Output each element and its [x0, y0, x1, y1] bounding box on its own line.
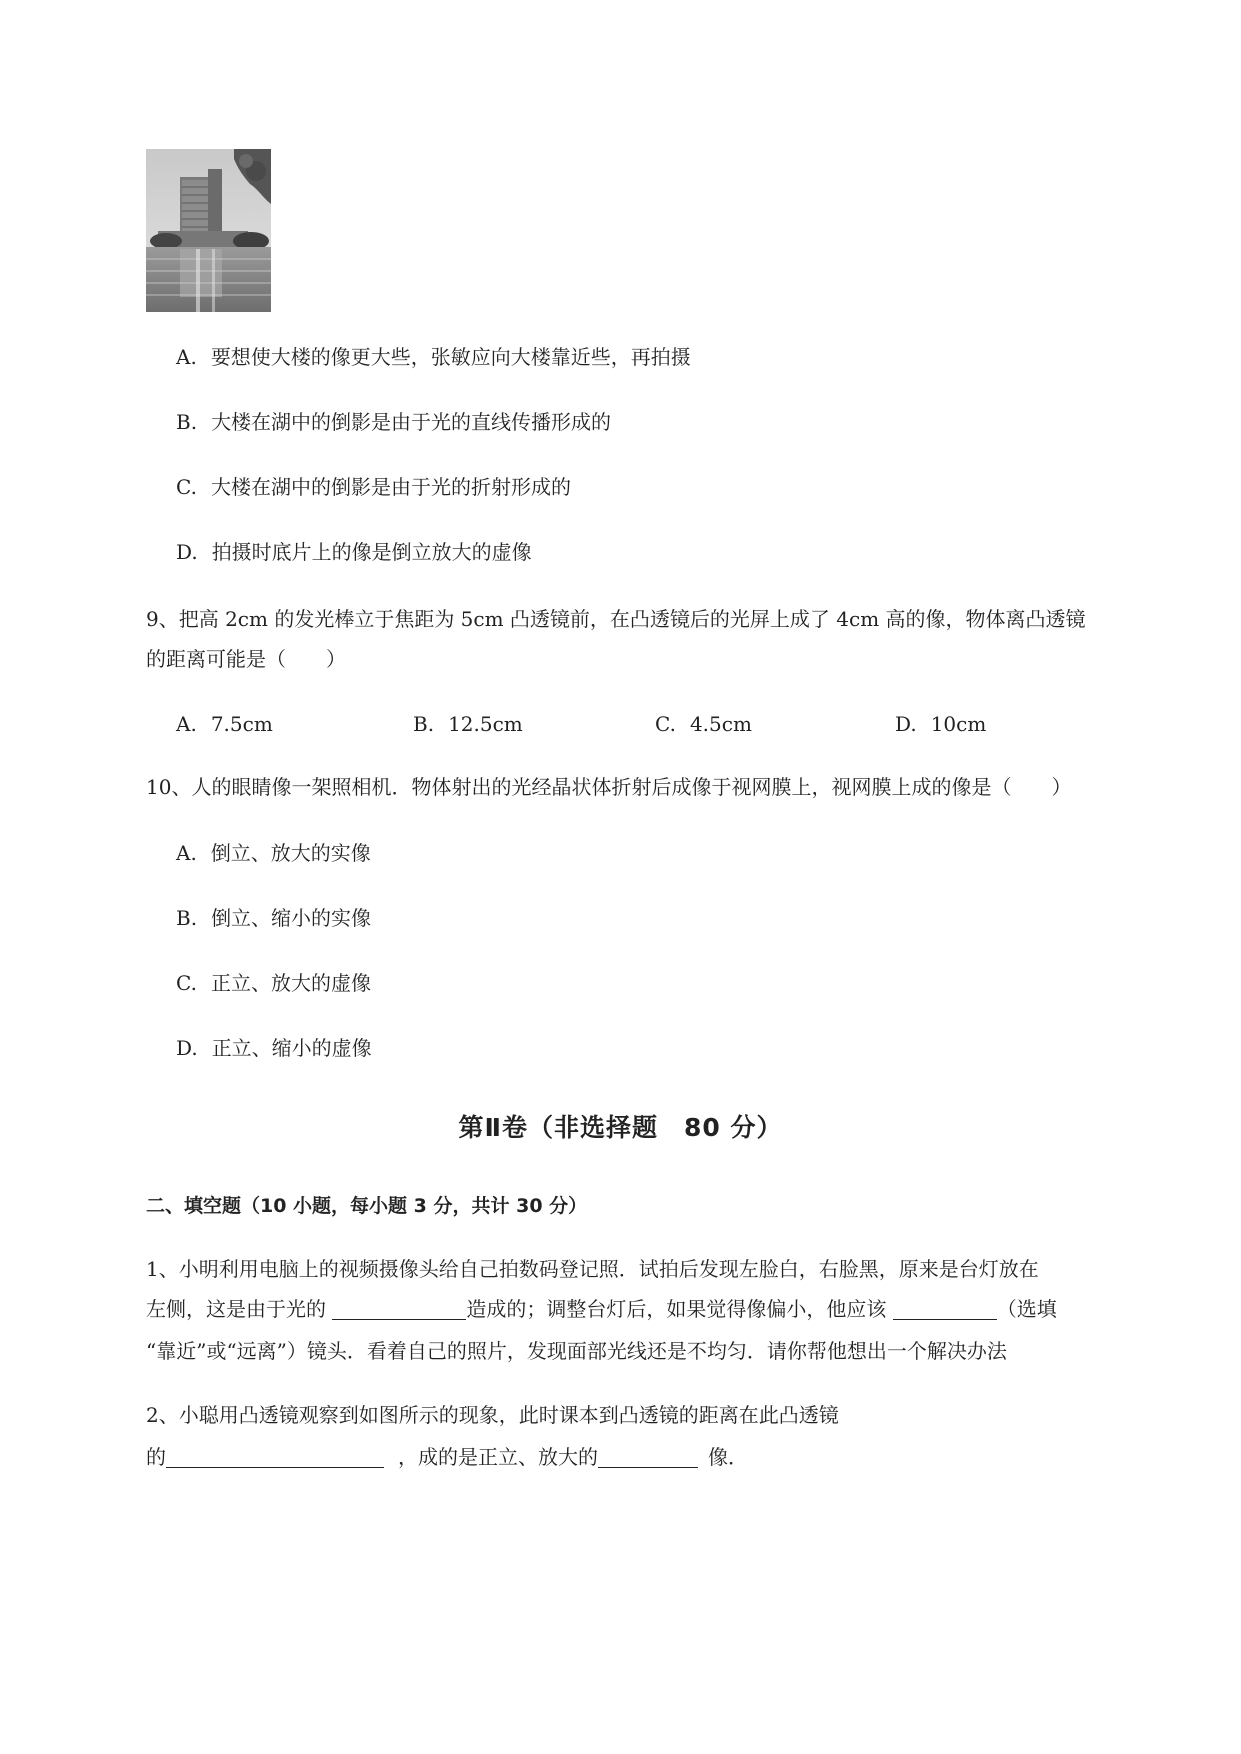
option-text: 12.5cm: [448, 712, 523, 736]
q9-option-d: [895, 710, 986, 738]
option-text: 4.5cm: [689, 712, 752, 736]
fill-in-heading: 二、填空题（10 小题，每小题 3 分，共计 30 分）: [146, 1195, 588, 1217]
option-letter: D.: [895, 712, 917, 736]
q8-option-c: [176, 473, 571, 501]
f2-line2-text-b: ，成的是正立、放大的: [398, 1445, 598, 1469]
option-text: 要想使大楼的像更大些，张敏应向大楼靠近些，再拍摄: [210, 345, 691, 369]
f2-line2-text-c: 像．: [708, 1445, 748, 1469]
option-letter: B.: [176, 410, 198, 434]
q8-option-a: [176, 343, 691, 371]
option-letter: C.: [176, 971, 197, 995]
q9-stem-line2: 的距离可能是（ ）: [146, 647, 346, 671]
option-text: 拍摄时底片上的像是倒立放大的虚像: [211, 540, 532, 564]
answer-blank-4[interactable]: [598, 1447, 698, 1468]
f1-line2-text-a: 左侧，这是由于光的: [146, 1297, 326, 1321]
f1-line2-text-b: 造成的；调整台灯后，如果觉得像偏小，他应该: [466, 1297, 887, 1321]
f1-line2-text-c: （选填: [996, 1297, 1057, 1321]
f2-line1: 2、小聪用凸透镜观察到如图所示的现象，此时课本到凸透镜的距离在此凸透镜: [146, 1403, 839, 1427]
q10-stem: 10、人的眼睛像一架照相机．物体射出的光经晶状体折射后成像于视网膜上，视网膜上成的像是（ ）: [146, 775, 1072, 799]
q9-option-c: [655, 710, 752, 738]
q8-option-d: [176, 538, 532, 566]
f1-line1: 1、小明利用电脑上的视频摄像头给自己拍数码登记照．试拍后发现左脸白，右脸黑，原来是台灯放在: [146, 1257, 1039, 1281]
option-letter: A.: [176, 712, 197, 736]
option-text: 正立、放大的虚像: [210, 971, 371, 995]
option-letter: B.: [413, 712, 435, 736]
f1-line3: “靠近”或“远离”）镜头．看着自己的照片，发现面部光线还是不均匀．请你帮他想出一个解决办法: [146, 1339, 1007, 1363]
option-text: 正立、缩小的虚像: [211, 1036, 372, 1060]
q10-option-a: [176, 839, 371, 867]
f2-line2-text-a: 的: [146, 1445, 166, 1469]
option-letter: B.: [176, 906, 198, 930]
q9-option-b: [413, 710, 523, 738]
option-letter: C.: [655, 712, 676, 736]
q10-option-b: [176, 904, 371, 932]
option-text: 倒立、缩小的实像: [211, 906, 372, 930]
option-text: 倒立、放大的实像: [210, 841, 371, 865]
option-letter: D.: [176, 1036, 198, 1060]
option-text: 7.5cm: [210, 712, 273, 736]
answer-blank-2[interactable]: [893, 1299, 997, 1320]
option-text: 大楼在湖中的倒影是由于光的直线传播形成的: [211, 410, 612, 434]
answer-blank-1[interactable]: [332, 1299, 466, 1320]
q8-option-b: [176, 408, 611, 436]
f1-line2: [146, 1295, 1057, 1323]
f2-line2: [146, 1443, 748, 1471]
option-letter: A.: [176, 841, 197, 865]
option-letter: C.: [176, 475, 197, 499]
answer-blank-3[interactable]: [166, 1447, 384, 1468]
option-letter: A.: [176, 345, 197, 369]
q10-option-c: [176, 969, 371, 997]
option-text: 大楼在湖中的倒影是由于光的折射形成的: [210, 475, 571, 499]
option-letter: D.: [176, 540, 198, 564]
option-text: 10cm: [930, 712, 987, 736]
q9-option-a: [176, 710, 273, 738]
q10-option-d: [176, 1034, 372, 1062]
building-lake-reflection-photo: [146, 149, 271, 312]
q9-stem-line1: 9、把高 2cm 的发光棒立于焦距为 5cm 凸透镜前，在凸透镜后的光屏上成了 4cm 高的像，物体离凸透镜: [146, 607, 1086, 631]
section-title: 第Ⅱ卷（非选择题 80 分）: [458, 1113, 783, 1142]
